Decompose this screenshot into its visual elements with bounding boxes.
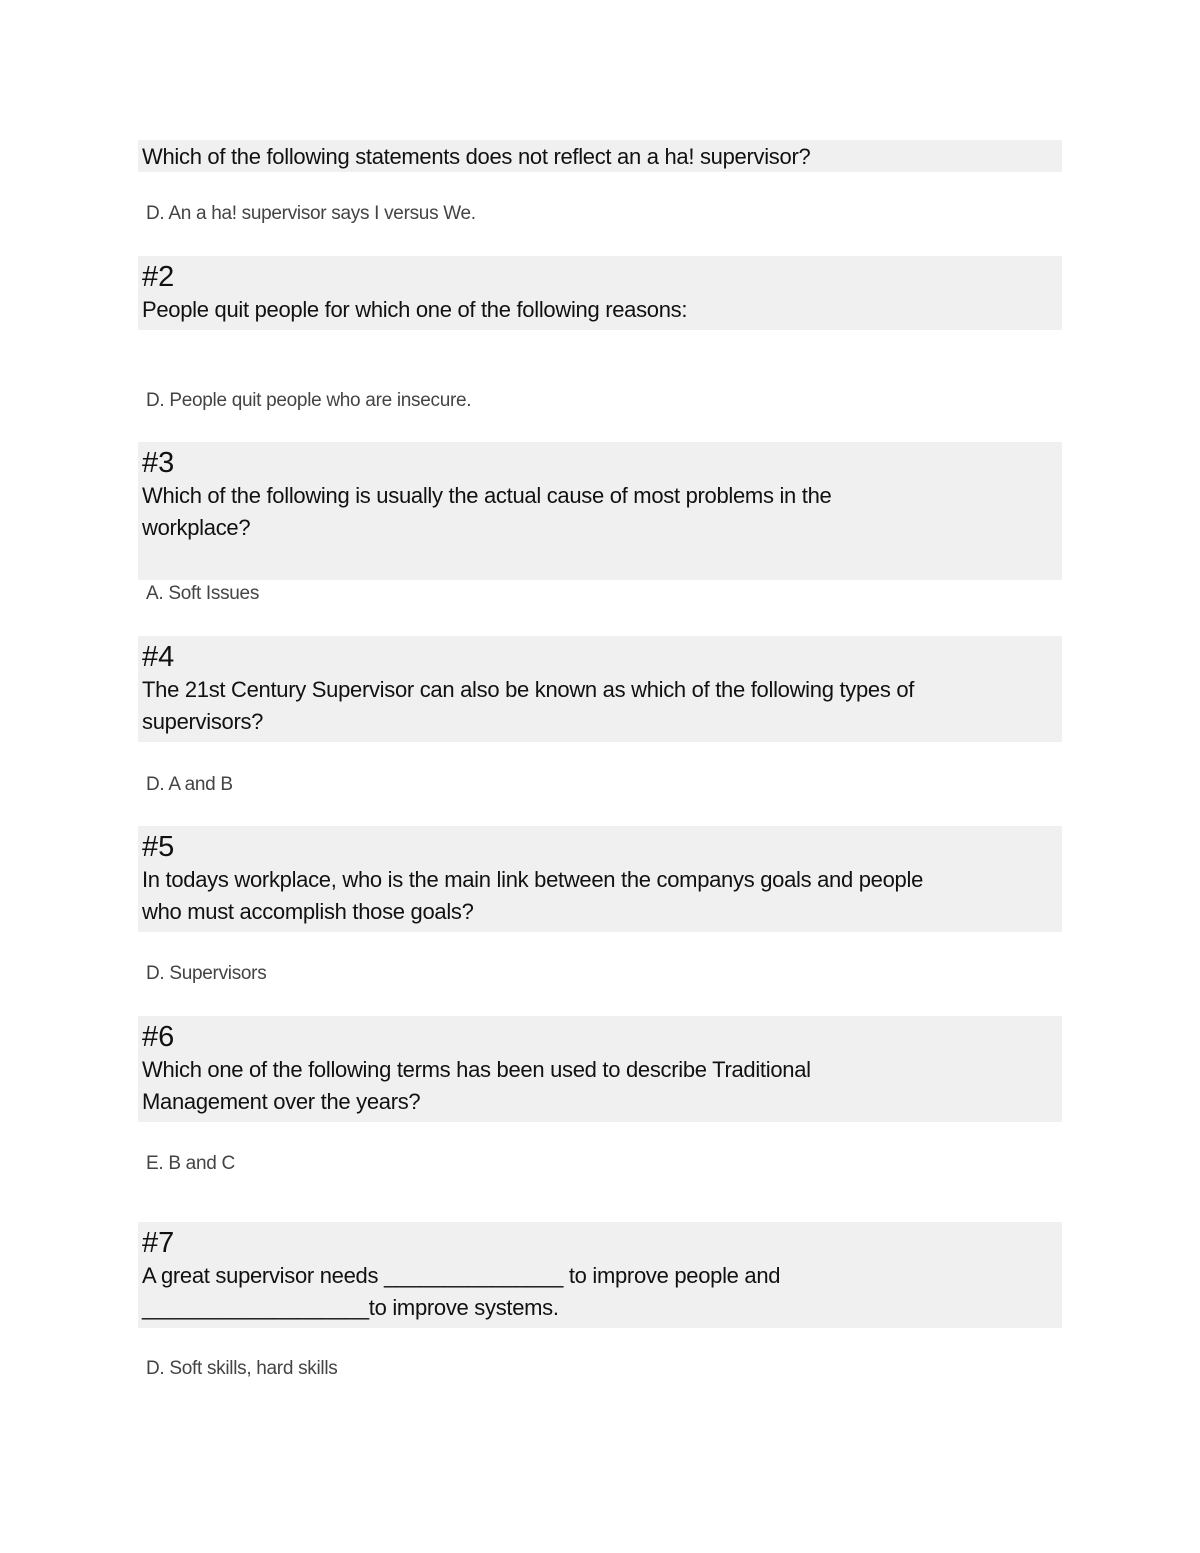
question-text: The 21st Century Supervisor can also be known as which of the following types of xyxy=(142,677,915,702)
question-text: Management over the years? xyxy=(142,1089,421,1114)
answer-1: D. An a ha! supervisor says I versus We. xyxy=(146,203,476,224)
question-text: Which of the following is usually the actual cause of most problems in the xyxy=(142,483,832,508)
question-number: #4 xyxy=(142,641,175,673)
answer-6: E. B and C xyxy=(146,1153,235,1174)
question-number: #6 xyxy=(142,1021,175,1053)
answer-4: D. A and B xyxy=(146,774,233,795)
question-5 xyxy=(138,826,1062,932)
question-number: #5 xyxy=(142,831,175,863)
question-number: #7 xyxy=(142,1227,175,1259)
question-7 xyxy=(138,1222,1062,1328)
answer-2: D. People quit people who are insecure. xyxy=(146,390,472,411)
question-text: ___________________to improve systems. xyxy=(142,1295,559,1320)
question-text: supervisors? xyxy=(142,709,264,734)
question-number: #2 xyxy=(142,261,175,293)
question-text: Which of the following statements does not reflect an a ha! supervisor? xyxy=(142,144,811,169)
answer-7: D. Soft skills, hard skills xyxy=(146,1358,338,1379)
answer-3: A. Soft Issues xyxy=(146,583,260,604)
answer-5: D. Supervisors xyxy=(146,963,267,984)
question-3 xyxy=(138,442,1062,580)
question-2 xyxy=(138,256,1062,330)
question-text: who must accomplish those goals? xyxy=(142,899,474,924)
question-text: People quit people for which one of the following reasons: xyxy=(142,297,688,322)
question-1 xyxy=(138,140,1062,172)
question-6 xyxy=(138,1016,1062,1122)
question-text: A great supervisor needs _______________ to improve people and xyxy=(142,1263,781,1288)
question-text: In todays workplace, who is the main link between the companys goals and people xyxy=(142,867,923,892)
question-4 xyxy=(138,636,1062,742)
question-number: #3 xyxy=(142,447,175,479)
question-text: Which one of the following terms has been used to describe Traditional xyxy=(142,1057,811,1082)
question-text: workplace? xyxy=(142,515,251,540)
